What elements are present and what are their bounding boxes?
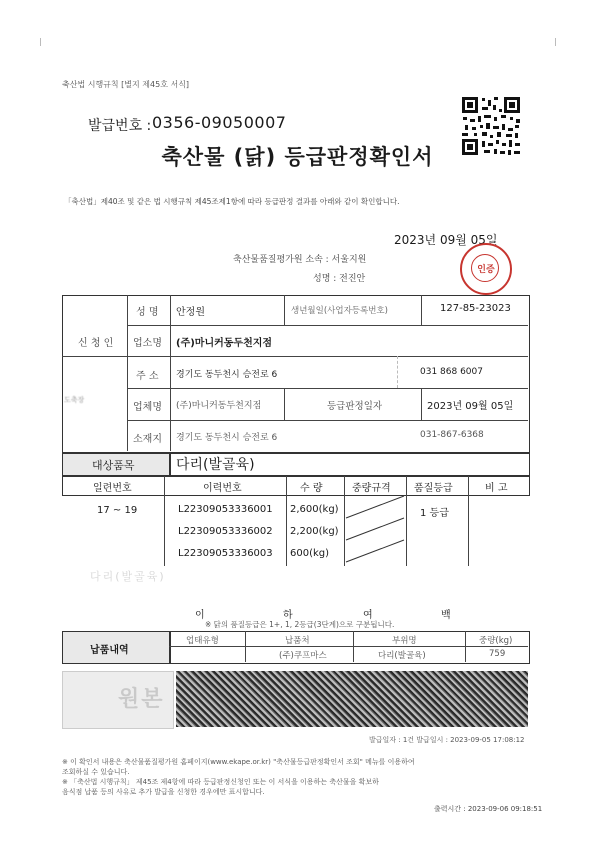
slaughter-name: (주)마니커동두천지점 [176, 401, 262, 411]
issue-number-label: 발급번호 : [88, 118, 152, 134]
applicant-name: 안정원 [176, 307, 205, 318]
header-serial: 일련번호 [93, 483, 132, 494]
header-qty: 수 량 [300, 483, 323, 494]
blank-mark-yeo: 여 [363, 610, 373, 621]
issue-number: 0356-09050007 [152, 113, 287, 132]
security-barcode [176, 671, 528, 727]
trace-number: L22309053336001 [178, 504, 273, 515]
slaughter-phone: 031-867-6368 [420, 430, 484, 440]
weight-spec-strikethrough [344, 494, 406, 566]
footnote-line: 조회하실 수 있습니다. [62, 768, 130, 776]
seal-text: 인증 [477, 265, 495, 275]
delivery-header-type: 업태유형 [186, 636, 219, 646]
delivery-label: 납품내역 [90, 645, 129, 656]
issued-footer: 발급일자 : 1건 발급일시 : 2023-09-05 17:08:12 [369, 736, 525, 744]
applicant-dob-label: 생년월일(사업자등록번호) [291, 306, 388, 316]
delivery-part: 다리(발골육) [378, 651, 426, 661]
print-time: 출력시간 : 2023-09-06 09:18:51 [434, 805, 543, 813]
corner-mark [40, 38, 41, 46]
header-remarks: 비 고 [485, 483, 508, 494]
applicant-company: (주)마니커동두천지점 [176, 338, 273, 349]
trace-number: L22309053336003 [178, 548, 273, 559]
header-trace: 이력번호 [203, 483, 242, 494]
items-table-header [62, 476, 530, 496]
official-seal [460, 243, 512, 295]
slaughter-name-label: 업체명 [133, 402, 162, 413]
issuer-name: 성명 : 전진안 [313, 274, 366, 284]
applicant-address: 경기도 동두천시 승전로 6 [176, 370, 278, 380]
slaughter-address: 경기도 동두천시 승전로 6 [176, 433, 278, 443]
faint-background-text: 다리(발골육) [90, 570, 166, 583]
header-quality-grade: 품질등급 [414, 483, 453, 494]
footnotes [62, 757, 415, 797]
quantity: 2,200(kg) [290, 526, 339, 537]
applicant-section-label: 신 청 인 [78, 338, 114, 349]
trace-number: L22309053336002 [178, 526, 273, 537]
quantity: 2,600(kg) [290, 504, 339, 515]
applicant-phone: 031 868 6007 [420, 367, 483, 377]
form-id: 축산법 시행규칙 [별지 제45호 서식] [62, 80, 190, 89]
issue-date: 2023년 09월 05일 [394, 233, 498, 247]
document-title: 축산물 (닭) 등급판정확인서 [161, 145, 434, 169]
serial-range: 17 ~ 19 [97, 505, 138, 516]
slaughter-section-label: 도축장 [64, 396, 85, 404]
watermark: 원본 [118, 687, 165, 712]
delivery-destination: (주)쿠프마스 [279, 651, 327, 661]
issuer-org: 축산물품질평가원 소속 : 서울지원 [233, 255, 367, 265]
header-weight-spec: 중량규격 [352, 483, 391, 494]
delivery-weight: 759 [489, 649, 506, 659]
blank-mark-ha: 하 [283, 610, 293, 621]
corner-mark [555, 38, 556, 46]
slaughter-grade-date: 2023년 09월 05일 [427, 401, 514, 412]
product-value: 다리(발골육) [176, 457, 255, 473]
applicant-name-label: 성 명 [136, 307, 159, 318]
grade-note: ※ 닭의 품질등급은 1+, 1, 2등급(3단계)으로 구분됩니다. [205, 620, 395, 629]
delivery-header-destination: 납품처 [285, 636, 310, 646]
quantity: 600(kg) [290, 548, 330, 559]
quality-grade: 1 등급 [420, 508, 449, 519]
footnote-line: ※ 「축산법 시행규칙」 제45조 제4항에 따라 등급판정신청인 또는 이 서식을 이용하는 축산물을 확보하 [62, 778, 379, 786]
delivery-header-part: 부위명 [392, 636, 417, 646]
product-label: 대상품목 [92, 459, 135, 472]
blank-mark-i: 이 [195, 610, 205, 621]
delivery-header-weight: 중량(kg) [479, 636, 513, 646]
applicant-address-label: 주 소 [136, 371, 159, 382]
footnote-line: ※ 이 확인서 내용은 축산물품질평가원 홈페이지(www.ekape.or.kr) "축산물등급판정확인서 조회" 메뉴를 이용하여 [62, 758, 415, 766]
applicant-company-label: 업소명 [133, 338, 162, 349]
applicant-dob: 127-85-23023 [440, 303, 511, 314]
delivery-table [169, 631, 530, 664]
slaughter-address-label: 소재지 [133, 434, 162, 445]
intro-text: 「축산법」제40조 및 같은 법 시행규칙 제45조제1항에 따라 등급판정 결과를 아래와 같이 확인합니다. [64, 197, 400, 206]
slaughter-grade-date-label: 등급판정일자 [327, 401, 383, 412]
footnote-line: 음식점 납품 등의 사유로 추가 발급을 신청한 경우에만 표시합니다. [62, 788, 265, 796]
blank-mark-baek: 백 [441, 610, 451, 621]
